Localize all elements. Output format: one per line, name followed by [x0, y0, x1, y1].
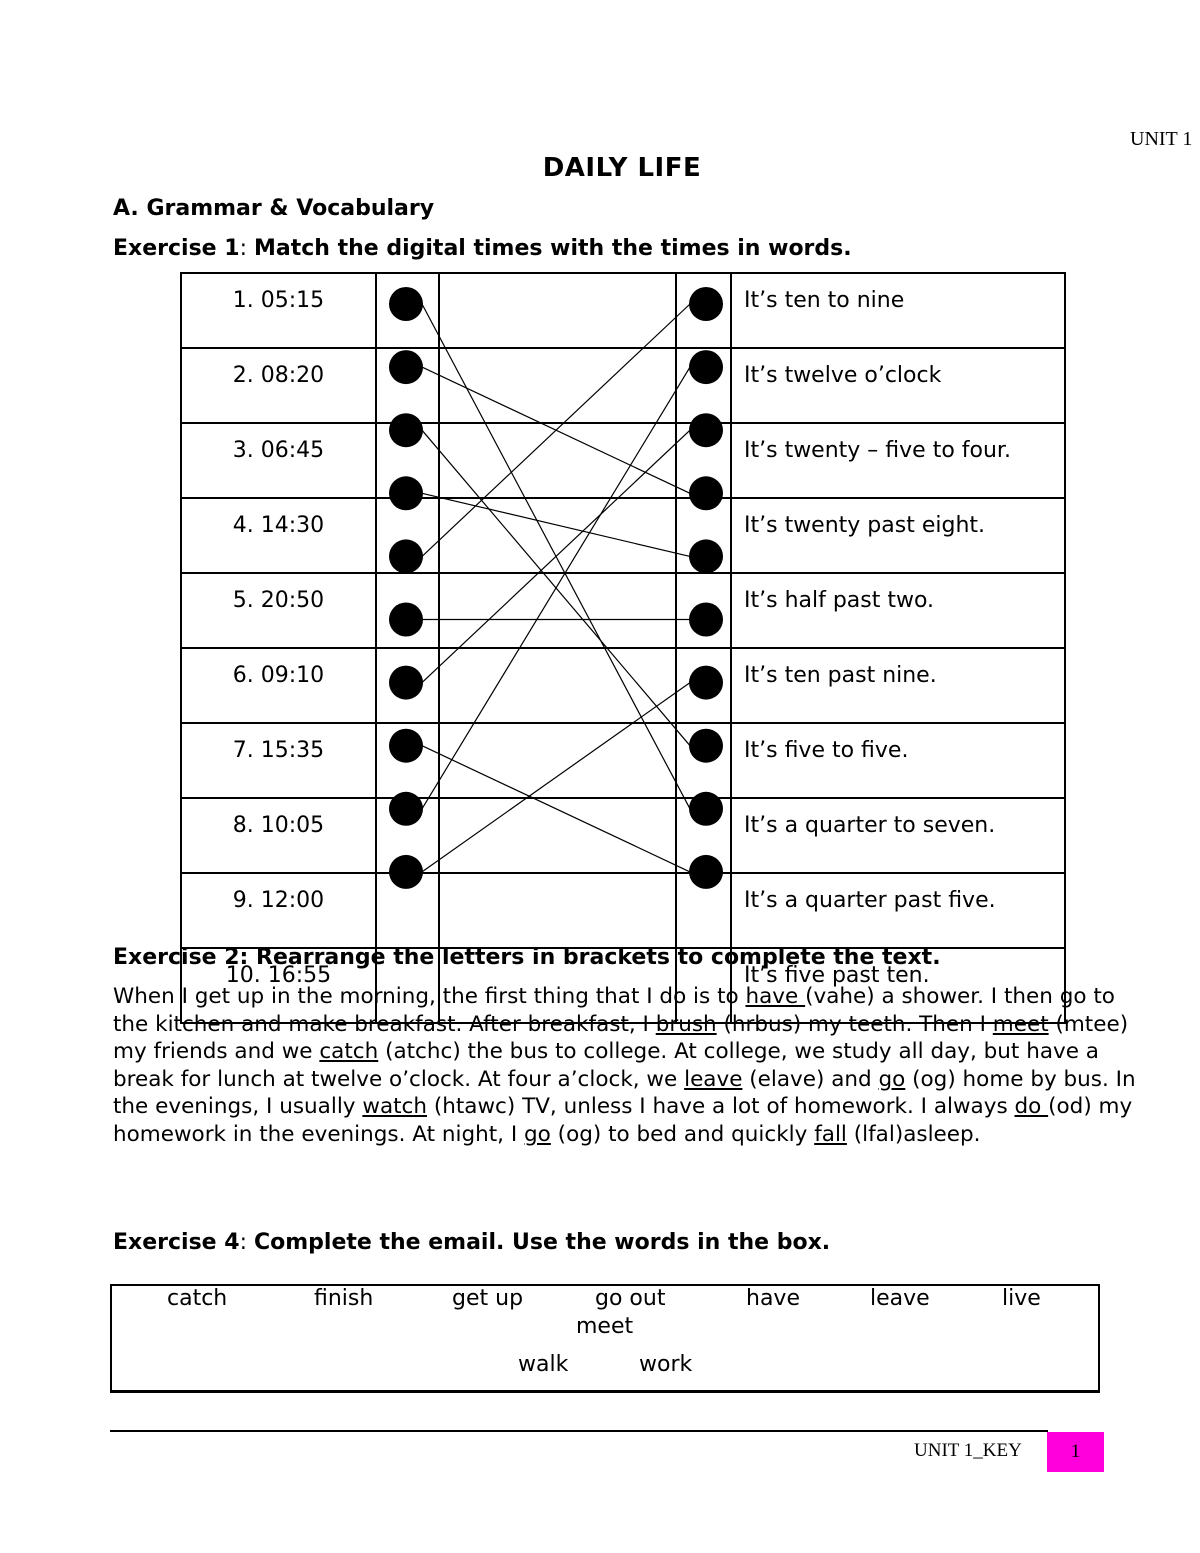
word-box-item: walk [518, 1352, 569, 1377]
spacer-cell [439, 423, 676, 498]
exercise-4-title: Exercise 4: Complete the email. Use the words in the box. [113, 1230, 831, 1255]
digital-time: 9. 12:00 [181, 873, 376, 948]
match-row [181, 348, 1065, 423]
dot-cell-left [376, 423, 439, 498]
matching-table [180, 272, 1066, 1024]
dot-cell-left [376, 273, 439, 348]
time-in-words: It’s five to five. [731, 723, 1065, 798]
answer-word: catch [319, 1039, 379, 1064]
digital-time: 5. 20:50 [181, 573, 376, 648]
answer-word: leave [684, 1066, 743, 1092]
match-row [181, 873, 1065, 948]
digital-time: 3. 06:45 [181, 423, 376, 498]
word-box-item: work [639, 1352, 693, 1377]
exercise-1-instruction: Match the digital times with the times in words. [253, 236, 852, 261]
answer-word: go [524, 1121, 551, 1147]
match-row [181, 573, 1065, 648]
dot-cell-left [376, 723, 439, 798]
footer-label: UNIT 1_KEY [914, 1440, 1022, 1461]
dot-cell-right [676, 798, 731, 873]
spacer-cell [439, 723, 676, 798]
match-row [181, 423, 1065, 498]
exercise-1-label: Exercise 1 [113, 236, 240, 261]
answer-word: fall [814, 1121, 847, 1147]
exercise-2-title: Exercise 2: Rearrange the letters in brackets to complete the text. [113, 945, 941, 970]
word-box-item: get up [452, 1286, 524, 1311]
word-box-item: meet [576, 1314, 634, 1339]
spacer-cell [439, 648, 676, 723]
dot-cell-right [676, 348, 731, 423]
word-box-item: live [1002, 1286, 1041, 1311]
match-row [181, 648, 1065, 723]
answer-word: do [1014, 1094, 1049, 1119]
time-in-words: It’s five past ten. [731, 948, 1065, 1023]
digital-time: 1. 05:15 [181, 273, 376, 348]
digital-time: 7. 15:35 [181, 723, 376, 798]
spacer-cell [439, 873, 676, 948]
word-box-item: finish [314, 1286, 374, 1311]
answer-word: meet [992, 1011, 1049, 1037]
dot-cell-right [676, 723, 731, 798]
word-box-item: leave [870, 1286, 930, 1311]
time-in-words: It’s twenty past eight. [731, 498, 1065, 573]
time-in-words: It’s twenty – five to four. [731, 423, 1065, 498]
unit-header: UNIT 1 [1130, 128, 1193, 150]
time-in-words: It’s a quarter to seven. [731, 798, 1065, 873]
page-title: DAILY LIFE [542, 153, 702, 183]
answer-word: watch [362, 1094, 427, 1119]
time-in-words: It’s half past two. [731, 573, 1065, 648]
match-row [181, 723, 1065, 798]
dot-cell-right [676, 648, 731, 723]
dot-cell-right [676, 273, 731, 348]
word-box-item: catch [167, 1286, 228, 1311]
section-heading: A. Grammar & Vocabulary [113, 196, 435, 221]
page-number: 1 [1047, 1432, 1104, 1472]
dot-cell-right [676, 498, 731, 573]
dot-cell-left [376, 348, 439, 423]
time-in-words: It’s twelve o’clock [731, 348, 1065, 423]
word-box-item: have [746, 1286, 800, 1311]
dot-cell-left [376, 873, 439, 948]
spacer-cell [439, 498, 676, 573]
answer-word: have [745, 984, 806, 1009]
dot-cell-right [676, 873, 731, 948]
time-in-words: It’s ten past nine. [731, 648, 1065, 723]
match-row [181, 273, 1065, 348]
time-in-words: It’s ten to nine [731, 273, 1065, 348]
footer-rule [110, 1430, 1048, 1432]
spacer-cell [439, 273, 676, 348]
match-row [181, 498, 1065, 573]
dot-cell-right [676, 573, 731, 648]
exercise-1-title: Exercise 1: Match the digital times with the times in words. [113, 236, 852, 261]
word-box [110, 1284, 1100, 1393]
dot-cell-left [376, 648, 439, 723]
digital-time: 4. 14:30 [181, 498, 376, 573]
exercise-4-instruction: Complete the email. Use the words in the box. [253, 1230, 831, 1255]
answer-word: go [878, 1066, 906, 1092]
spacer-cell [439, 798, 676, 873]
exercise-4-label: Exercise 4 [113, 1230, 240, 1255]
digital-time: 8. 10:05 [181, 798, 376, 873]
time-in-words: It’s a quarter past five. [731, 873, 1065, 948]
digital-time: 6. 09:10 [181, 648, 376, 723]
spacer-cell [439, 573, 676, 648]
spacer-cell [439, 348, 676, 423]
exercise-2-text: When I get up in the morning, the first thing that I do is to have (vahe) a shower. I then go to the kitchen and make breakfast. After breakfast, I brush (hrbus) my teeth. Then I meet (mtee) my friends and we catch (atchc) the bus to college. At college, we study all day, but have a break for lunch at twelve o’clock. At four a’clock, we leave (elave) and go (og) home by bus. In the evenings, I usually watch (htawc) TV, unless I have a lot of homework. I always do (od) my homework in the evenings. At night, I go (og) to bed and quickly fall (lfal)asleep. [113, 984, 1136, 1147]
dot-cell-left [376, 498, 439, 573]
word-box-item: go out [595, 1286, 666, 1311]
dot-cell-right [676, 423, 731, 498]
match-row [181, 798, 1065, 873]
dot-cell-left [376, 798, 439, 873]
dot-cell-left [376, 573, 439, 648]
digital-time: 10. 16:55 [181, 948, 376, 1023]
answer-word: brush [655, 1011, 717, 1037]
digital-time: 2. 08:20 [181, 348, 376, 423]
